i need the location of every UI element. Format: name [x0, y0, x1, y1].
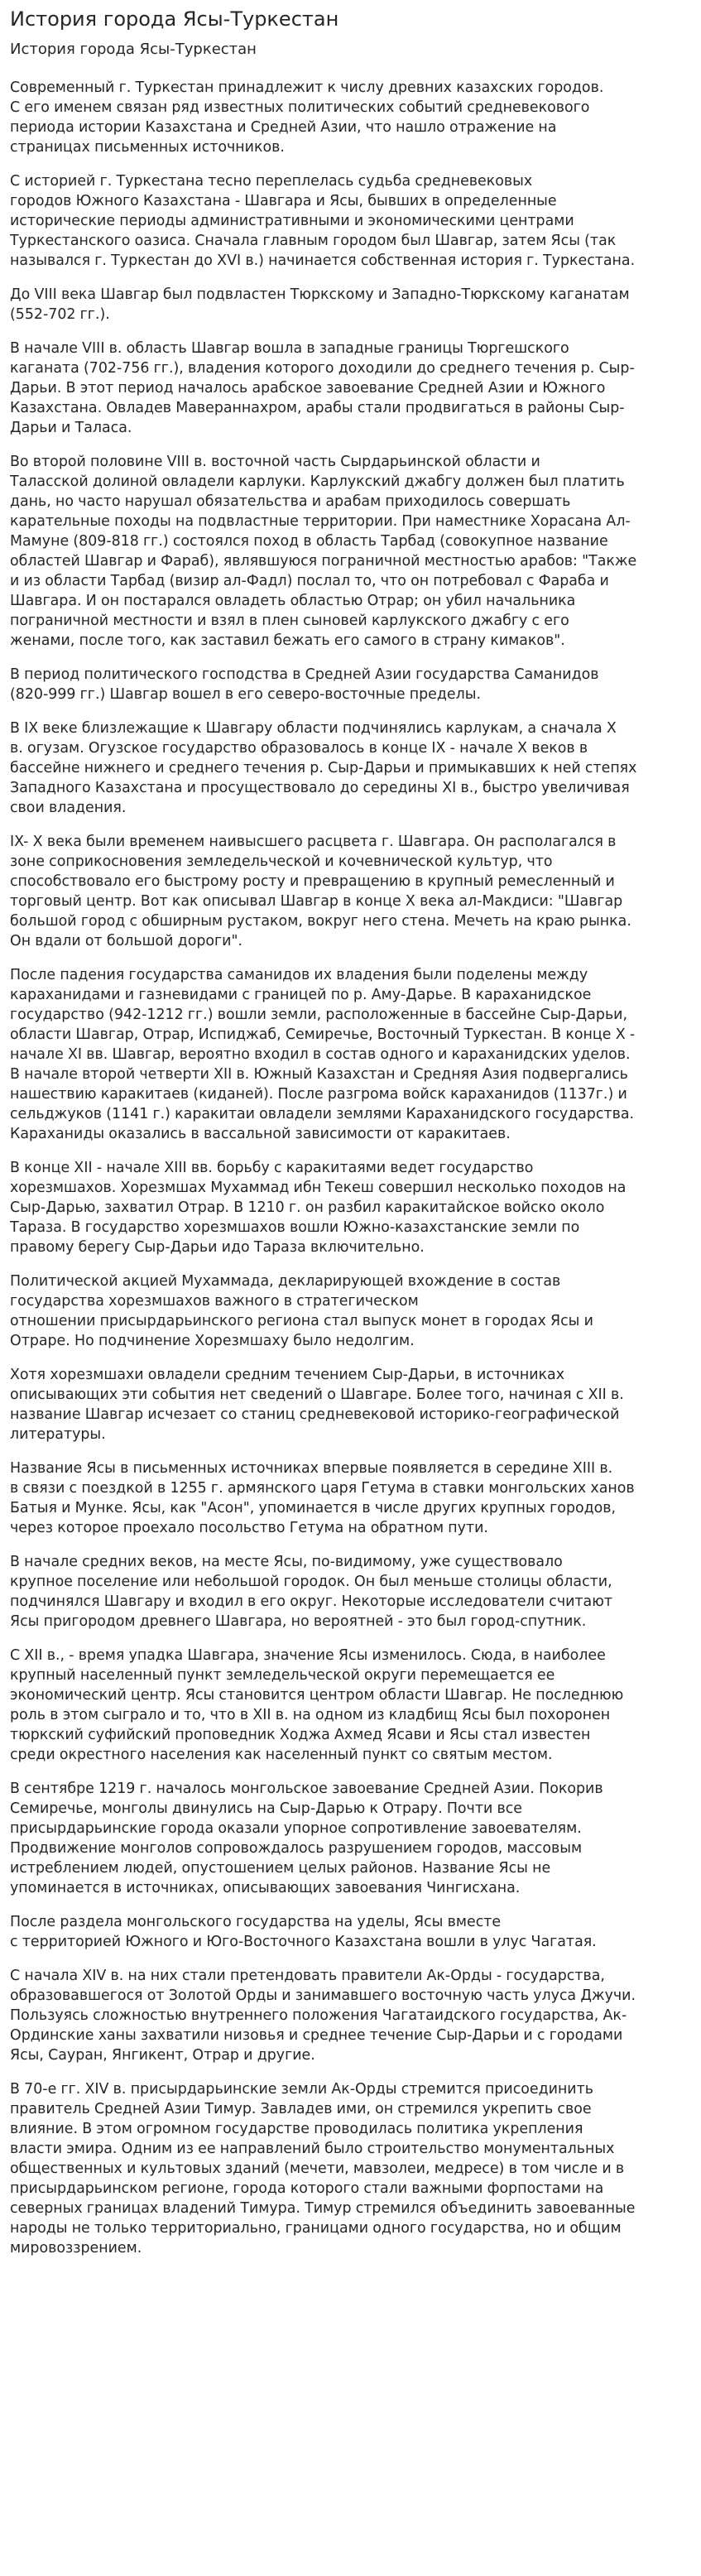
paragraph: В период политического господства в Средней Азии государства Саманидов (820-999 гг.) Шавгар вошел в его северо-восточные пределы.: [10, 666, 599, 703]
paragraph: В конце XII - начале XIII вв. борьбу с каракитаями ведет государство хорезмшахов. Хорезмшах Мухаммад ибн Текеш совершил несколько походов на Сыр-Дарью, захватил Отрар. В 1210 г. он разбил каракитайское войско около Тараза. В государство хорезмшахов вошли Южно-казахстанские земли по правому берегу Сыр-Дарьи идо Тараза включительно.: [10, 1160, 627, 1256]
page-title: История города Ясы-Туркестан: [10, 7, 339, 31]
paragraph: Во второй половине VIII в. восточной часть Сырдарьинской области и Таласской долиной овладели карлуки. Карлукский джабгу должен был платить дань, но часто нарушал обязательства и арабам приходилось совершать карательные походы на подвластные территории. При наместнике Хорасана Ал- Мамуне (809-818 гг.) состоялся поход в область Тарбад (совокупное название областей Шавгар и Фараб), являвшуюся пограничной местностью арабов: "Также и из области Тарбад (визир ал-Фадл) послал то, что он потребовал с Фараба и Шавгара. И он постарался овладеть областью Отрар; он убил начальника пограничной местности и взял в плен сыновей карлукского джабгу с его женами, после того, как заставил бежать его самого в страну кимаков".: [10, 454, 637, 649]
paragraph: В начале средних веков, на месте Ясы, по-видимому, уже существовало крупное поселение или небольшой городок. Он был меньше столицы области, подчинялся Шавгару и входил в его округ. Некоторые исследователи считают Ясы пригородом древнего Шавгара, но вероятней - это был город-спутник.: [10, 1554, 612, 1630]
paragraph: В начале VIII в. область Шавгар вошла в западные границы Тюргешского каганата (702-756 гг.), владения которого доходили до среднего течения р. Сыр- Дарьи. В этот период началось арабское завоевание Средней Азии и Южного Казахстана. Овладев Мавераннахром, арабы стали продвигаться в районы Сыр- Дарьи и Таласа.: [10, 340, 635, 436]
paragraph: После раздела монгольского государства на уделы, Ясы вместе с территорией Южного и Юго-Восточного Казахстана вошли в улус Чагатая.: [10, 1914, 597, 1950]
paragraph: До VIII века Шавгар был подвластен Тюркскому и Западно-Тюркскому каганатам (552-702 гг.).: [10, 286, 630, 323]
article-body: [10, 78, 691, 2258]
paragraph: Современный г. Туркестан принадлежит к числу древних казахских городов. С его именем связан ряд известных политических событий средневекового периода истории Казахстана и Средней Азии, что нашло отражение на страницах письменных источников.: [10, 79, 604, 156]
paragraph: Название Ясы в письменных источниках впервые появляется в середине XIII в. в связи с поездкой в 1255 г. армянского царя Гетума в ставки монгольских ханов Батыя и Мунке. Ясы, как "Асон", упоминается в числе других крупных городов, через которое проехало посольство Гетума на обратном пути.: [10, 1460, 635, 1536]
paragraph: С XII в., - время упадка Шавгара, значение Ясы изменилось. Сюда, в наиболее крупный населенный пункт земледельческой округи перемещается ее экономический центр. Ясы становится центром области Шавгар. Не последнюю роль в этом сыграло и то, что в XII в. на одном из кладбищ Ясы был похоронен тюркский суфийский проповедник Ходжа Ахмед Ясави и Ясы стал известен среди окрестного населения как населенный пункт со святым местом.: [10, 1647, 624, 1763]
paragraph: IX- X века были временем наивысшего расцвета г. Шавгара. Он располагался в зоне соприкосновения земледельческой и кочевнической культур, что способствовало его быстрому росту и превращению в крупный ремесленный и торговый центр. Вот как описывал Шавгар в конце Х века ал-Макдиси: "Шавгар большой город с обширным рустаком, вокруг него стена. Мечеть на краю рынка. Он вдали от большой дороги".: [10, 834, 631, 949]
paragraph: В 70-е гг. XIV в. присырдарьинские земли Ак-Орды стремится присоединить правитель Средней Азии Тимур. Завладев ими, он стремился укрепить свое влияние. В этом огромном государстве проводилась политика укрепления власти эмира. Одним из ее направлений было строительство монументальных общественных и культовых зданий (мечети, мавзолеи, медресе) в том числе и в присырдарьинском регионе, города которого стали важными форпостами на северных границах владений Тимура. Тимур стремился объединить завоеванные народы не только территориально, границами одного государства, но и общим мировоззрением.: [10, 2081, 636, 2256]
paragraph: Политической акцией Мухаммада, декларирующей вхождение в состав государства хорезмшахов важного в стратегическом отношении присырдарьинского региона стал выпуск монет в городах Ясы и Отраре. Но подчинение Хорезмшаху было недолгим.: [10, 1273, 593, 1349]
paragraph: После падения государства саманидов их владения были поделены между караханидами и газневидами с границей по р. Аму-Дарье. В караханидское государство (942-1212 гг.) вошли земли, расположенные в бассейне Сыр-Дарьи, области Шавгар, Отрар, Испиджаб, Семиречье, Восточный Туркестан. В конце Х - начале XI вв. Шавгар, вероятно входил в состав одного и караханидских уделов. В начале второй четверти XII в. Южный Казахстан и Средняя Азия подвергались нашествию каракитаев (киданей). После разгрома войск караханидов (1137г.) и сельджуков (1141 г.) каракитаи овладели землями Караханидского государства. Караханиды оказались в вассальной зависимости от каракитаев.: [10, 967, 636, 1142]
paragraph: С историей г. Туркестана тесно переплелась судьба средневековых городов Южного Казахстана - Шавгара и Ясы, бывших в определенные исторические периоды административными и экономическими центрами Туркестанского оазиса. Сначала главным городом был Шавгар, затем Ясы (так назывался г. Туркестан до XVI в.) начинается собственная история г. Туркестана.: [10, 173, 636, 269]
paragraph: В сентябре 1219 г. началось монгольское завоевание Средней Азии. Покорив Семиречье, монголы двинулись на Сыр-Дарью к Отрару. Почти все присырдарьинские города оказали упорное сопротивление завоевателям. Продвижение монголов сопровождалось разрушением городов, массовым истреблением людей, опустошением целых районов. Название Ясы не упоминается в источниках, описывающих завоевания Чингисхана.: [10, 1781, 603, 1896]
paragraph: В IX веке близлежащие к Шавгару области подчинялись карлукам, а сначала Х в. огузам. Огузское государство образовалось в конце IX - начале Х веков в бассейне нижнего и среднего течения р. Сыр-Дарьи и примыкавших к ней степях Западного Казахстана и просуществовало до середины XI в., быстро увеличивая свои владения.: [10, 720, 637, 816]
paragraph: С начала XIV в. на них стали претендовать правители Ак-Орды - государства, образовавшегося от Золотой Орды и занимавшего восточную часть улуса Джучи. Пользуясь сложностью внутреннего положения Чагатаидского государства, Ак- Ординские ханы захватили низовья и среднее течение Сыр-Дарьи и с городами Ясы, Сауран, Янгикент, Отрар и другие.: [10, 1968, 636, 2064]
page-subtitle: История города Ясы-Туркестан: [10, 41, 257, 58]
paragraph: Хотя хорезмшахи овладели средним течением Сыр-Дарьи, в источниках описывающих эти события нет сведений о Шавгаре. Более того, начиная с XII в. название Шавгар исчезает со станиц средневековой историко-географической литературы.: [10, 1367, 624, 1443]
